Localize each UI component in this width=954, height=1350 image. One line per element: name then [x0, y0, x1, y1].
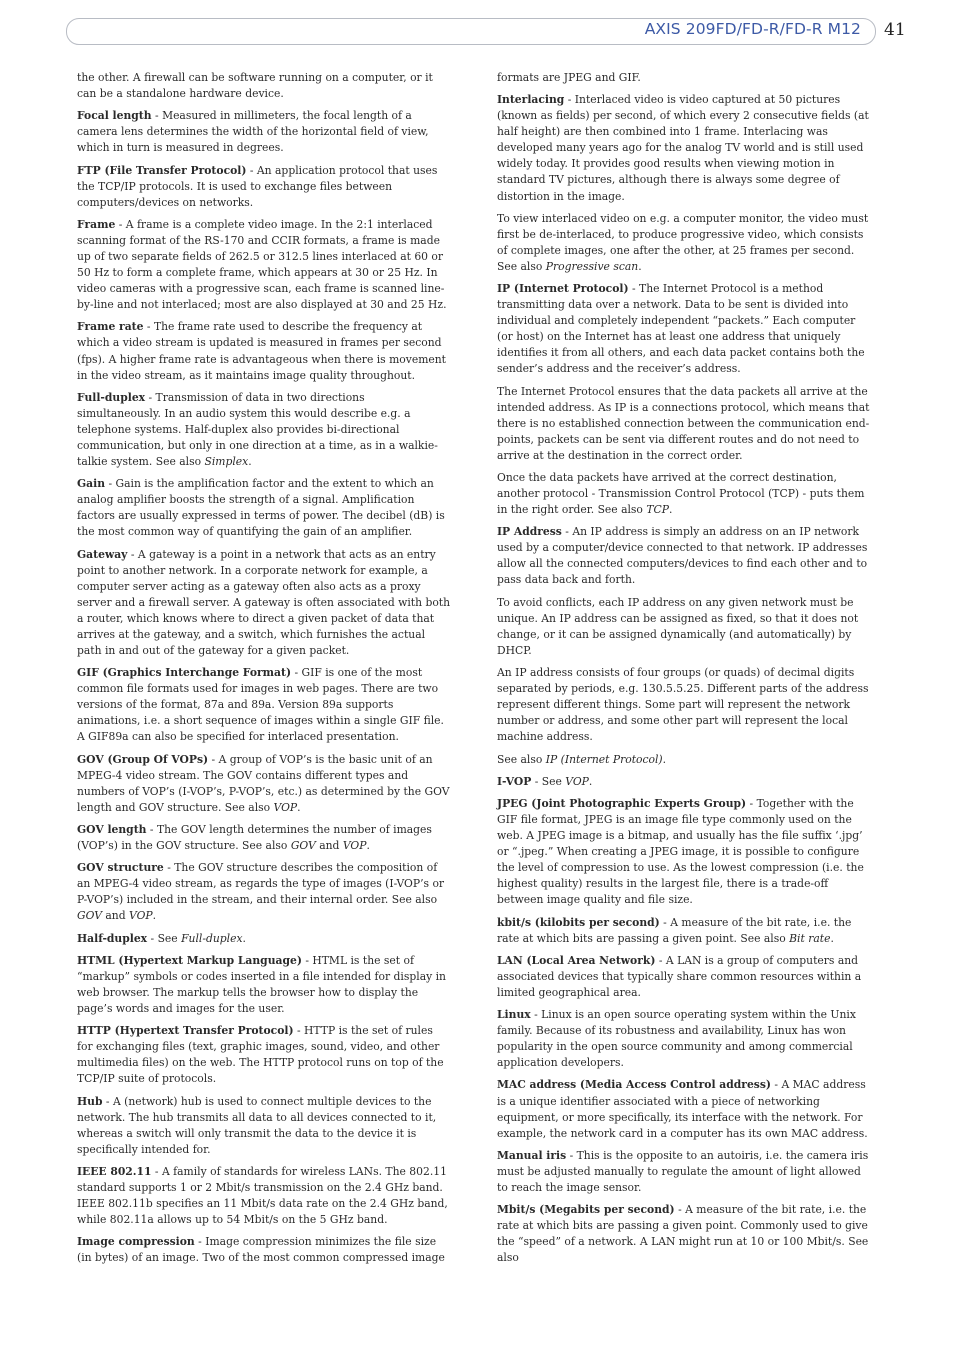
glossary-entry [77, 163, 451, 211]
glossary-entry [77, 931, 451, 947]
glossary-term: Full-duplex [77, 390, 146, 404]
term-separator: - [246, 163, 257, 177]
glossary-definition: Image compression minimizes the file size (in bytes) of an image. Two of the most common compressed image [77, 1235, 445, 1265]
glossary-definition: HTTP is the set of rules for exchanging files (text, graphic images, sound, video, and other multimedia files) on the web. The HTTP protocol runs on top of the TCP/IP suite of protocols. [77, 1024, 444, 1086]
definition-text: . [242, 931, 246, 945]
term-separator: - [659, 915, 671, 929]
term-separator: - [147, 931, 158, 945]
glossary-definition: The Internet Protocol is a method transmitting data over a network. Data to be sent is divided into individual and completely independent “packets.” Each computer (or host) on the Internet has at least one address that uniquely identifies it from all others, and each data packet contains both the sender’s address and the receiver’s address. [497, 282, 865, 376]
glossary-term: FTP (File Transfer Protocol) [77, 163, 247, 177]
glossary-definition: Gain is the amplification factor and the extent to which an analog amplifier boosts the strength of a signal. Amplification factors are usually expressed in terms of power. The decibel (dB) is the most common way of quantifying the gain of an amplifier. [77, 477, 445, 539]
glossary-entry [497, 1148, 871, 1196]
glossary-term: Gateway [77, 547, 128, 561]
glossary-entry [77, 319, 451, 383]
glossary-definition: A group of VOP’s is the basic unit of an MPEG-4 video stream. The GOV contains different types and numbers of VOP’s (I-VOP’s, P-VOP’s, etc.) as determined by the GOV length and GOV structure. See also [77, 752, 450, 814]
glossary-term: Gain [77, 477, 106, 491]
definition-text: . [366, 838, 370, 852]
glossary-entry [77, 953, 451, 1017]
term-separator: - [293, 1024, 305, 1038]
glossary-definition: A family of standards for wireless LANs. The 802.11 standard supports 1 or 2 Mbit/s transmission on the 2.4 GHz band. IEEE 802.11b specifies an 11 Mbit/s data rate on the 2.4 GHz band, while 802.11a allows up to 54 Mbit/s on the 5 GHz band. [77, 1164, 448, 1227]
glossary-entry [497, 665, 871, 745]
term-separator: - [771, 1078, 782, 1092]
definition-text: . [662, 752, 667, 766]
glossary-entry [77, 217, 451, 313]
glossary-definition: To avoid conflicts, each IP address on any given network must be unique. An IP address can be assigned as fixed, so that it does not change, or it can be assigned dynamically (and automatically) by DHCP. [497, 595, 859, 657]
cross-reference: GOV [290, 838, 316, 852]
glossary-definition: A gateway is a point in a network that acts as an entry point to another network. In a corporate network for example, a computer server acting as a gateway often also acts as a proxy server and a firewall server. A gateway is often associated with both a router, which knows where to direct a given packet of data that arrives at the gateway, and a switch, which furnishes the actual path in and out of the gateway for a given packet. [77, 547, 451, 657]
term-separator: - [208, 752, 219, 766]
glossary-definition: Once the data packets have arrived at the correct destination, another protocol - Transmission Control Protocol (TCP) - puts them in the right order. See also [497, 471, 865, 517]
glossary-entry [77, 1234, 451, 1266]
definition-text: . [152, 909, 157, 923]
definition-text: . [830, 931, 834, 945]
glossary-definition: formats are JPEG and GIF. [497, 71, 641, 84]
glossary-entry [77, 108, 451, 156]
glossary-term: Half-duplex [77, 931, 148, 945]
term-separator: - [301, 953, 313, 967]
cross-reference: TCP [646, 503, 669, 517]
glossary-definition: An IP address consists of four groups (or quads) of decimal digits separated by periods, e.g. 130.5.5.25. Different parts of the address represent different things. Some part will represent the network number or address, and some other part will represent the local machine address. [497, 666, 869, 744]
term-separator: - [163, 861, 175, 875]
glossary-entry [497, 1202, 871, 1266]
glossary-definition: See [541, 774, 566, 788]
term-separator: - [530, 1008, 542, 1022]
glossary-definition: The GOV length determines the number of images (VOP’s) in the GOV structure. See also [77, 822, 432, 852]
glossary-entry [497, 796, 871, 908]
definition-text: . [638, 259, 642, 273]
glossary-definition: Measured in millimeters, the focal length of a camera lens determines the width of the horizontal field of view, which in turn is measured in degrees. [77, 109, 429, 155]
glossary-definition: A (network) hub is used to connect multiple devices to the network. The hub transmits all data to all devices connected to it, whereas a switch will only transmit the data to the device it is specifically intended for. [77, 1094, 437, 1156]
glossary-entry [77, 822, 451, 854]
term-separator: - [143, 320, 154, 334]
glossary-definition: HTML is the set of “markup” symbols or codes inserted in a file intended for display in web browser. The markup tells the browser how to display the page’s words and images for the user. [77, 953, 446, 1015]
term-separator: - [105, 477, 116, 491]
term-separator: - [146, 822, 157, 836]
right-column [497, 70, 871, 1273]
glossary-definition: See also [497, 752, 546, 766]
glossary-entry [497, 1007, 871, 1071]
glossary-term: Mbit/s (Megabits per second) [497, 1203, 675, 1217]
glossary-definition: This is the opposite to an autoiris, i.e. the camera iris must be adjusted manually to regulate the amount of light allowed to reach the image sensor. [497, 1148, 869, 1194]
glossary-term: HTML (Hypertext Markup Language) [77, 953, 302, 967]
glossary-entry [77, 860, 451, 924]
glossary-definition: A measure of the bit rate, i.e. the rate at which bits are passing a given point. Commonly used to give the “speed” of a network. A LAN might run at 10 or 100 Mbit/s. See also [497, 1203, 869, 1265]
definition-text: and [101, 909, 130, 923]
glossary-term: Hub [77, 1094, 103, 1108]
glossary-term: IP (Internet Protocol) [497, 282, 629, 296]
glossary-definition: Linux is an open source operating system within the Unix family. Because of its robustness and availability, Linux has won popularity in the open source community and among commercial application developers. [497, 1008, 856, 1070]
term-separator: - [561, 525, 573, 539]
glossary-term: Manual iris [497, 1148, 567, 1162]
glossary-definition: GIF is one of the most common file formats used for images in web pages. There are two versions of the format, 87a and 89a. Version 89a supports animations, i.e. a short sequence of images within a single GIF file. A GIF89a can also be specified for interlaced presentation. [77, 666, 444, 744]
glossary-term: Interlacing [497, 93, 565, 107]
glossary-definition: See [157, 931, 182, 945]
cross-reference: VOP [273, 800, 298, 814]
glossary-definition: Transmission of data in two directions simultaneously. In an audio system this would describe e.g. a telephone systems. Half-duplex also provides bi-directional communication, but only in one direction at a time, as in a walkie-talkie system. See also [77, 390, 438, 468]
term-separator: - [655, 953, 666, 967]
glossary-term: GIF (Graphics Interchange Format) [77, 666, 292, 680]
cross-reference: Bit rate [789, 931, 831, 945]
glossary-entry [77, 390, 451, 470]
glossary-entry [497, 92, 871, 204]
term-separator: - [746, 796, 757, 810]
glossary-definition: A LAN is a group of computers and associated devices that typically share common resources within a limited geographical area. [497, 953, 862, 999]
running-header [66, 18, 876, 45]
glossary-entry [77, 1023, 451, 1087]
glossary-term: LAN (Local Area Network) [497, 953, 656, 967]
glossary-definition: An application protocol that uses the TCP/IP protocols. It is used to exchange files between computers/devices on networks. [77, 163, 438, 209]
cross-reference: Full-duplex [181, 931, 243, 945]
glossary-definition: the other. A firewall can be software running on a computer, or it can be a standalone hardware device. [77, 71, 433, 101]
term-separator: - [127, 547, 138, 561]
glossary-entry [77, 752, 451, 816]
glossary-entry [77, 1164, 451, 1228]
glossary-entry [77, 547, 451, 659]
glossary-entry [77, 70, 451, 102]
glossary-entry [77, 476, 451, 540]
cross-reference: VOP [342, 838, 367, 852]
cross-reference: VOP [565, 774, 589, 788]
glossary-definition: An IP address is simply an address on an IP network used by a computer/device connected to that network. IP addresses allow all the connected computers/devices to find each other and to pass data back and forth. [497, 525, 868, 587]
glossary-definition: The Internet Protocol ensures that the data packets all arrive at the intended address. As IP is a connections protocol, which means that there is no established connection between the communication end-points, packets can be sent via different routes and do not need to arrive at the destination in the correct order. [497, 384, 870, 462]
term-separator: - [102, 1094, 113, 1108]
term-separator: - [115, 217, 126, 231]
glossary-term: IP Address [497, 525, 562, 539]
glossary-definition: The GOV structure describes the composition of an MPEG-4 video stream, as regards the type of images (I-VOP’s or P-VOP’s) included in the stream, and their internal order. See also [77, 861, 445, 907]
glossary-entry [497, 774, 871, 790]
definition-text: . [297, 800, 301, 814]
term-separator: - [151, 109, 163, 123]
definition-text: and [315, 838, 343, 852]
cross-reference: Simplex [204, 454, 249, 468]
glossary-term: I-VOP [497, 774, 532, 788]
cross-reference: VOP [129, 909, 153, 923]
glossary-definition: A MAC address is a unique identifier associated with a piece of networking equipment, or more specifically, its interface with the network. For example, the network card in a computer has its own MAC address. [497, 1078, 868, 1140]
glossary-entry [497, 70, 871, 86]
term-separator: - [674, 1203, 686, 1217]
glossary-definition: A measure of the bit rate, i.e. the rate at which bits are passing a given point. See also [497, 915, 852, 945]
page-number: 41 [884, 20, 906, 40]
glossary-entry [497, 1077, 871, 1141]
glossary-term: Frame [77, 217, 116, 231]
glossary-term: GOV length [77, 822, 147, 836]
glossary-definition: Together with the GIF file format, JPEG is an image file type commonly used on the web. A JPEG image is a bitmap, and usually has the file suffix ‘.jpg’ or “.jpeg.” When creating a JPEG image, it is possible to configure the level of compression to use. As the lowest compression (i.e. the highest quality) results in the largest file, there is a trade-off between image quality and file size. [497, 796, 864, 907]
glossary-entry [497, 915, 871, 947]
glossary-term: JPEG (Joint Photographic Experts Group) [497, 796, 747, 810]
glossary-entry [77, 1094, 451, 1158]
cross-reference: IP (Internet Protocol) [545, 752, 663, 766]
definition-text: . [248, 454, 252, 468]
glossary-entry [497, 595, 871, 659]
glossary-entry [497, 953, 871, 1001]
glossary-entry [497, 211, 871, 275]
glossary-entry [497, 281, 871, 377]
glossary-term: Linux [497, 1008, 531, 1022]
glossary-term: Image compression [77, 1235, 195, 1249]
glossary-term: GOV structure [77, 861, 164, 875]
cross-reference: Progressive scan [545, 259, 639, 273]
glossary-term: Focal length [77, 109, 152, 123]
glossary-definition: Interlaced video is video captured at 50 pictures (known as fields) per second, of which every 2 consecutive fields (at half height) are then combined into 1 frame. Interlacing was developed many years ago for the analog TV world and is still used widely today. It provides good results when viewing motion in standard TV pictures, although there is always some degree of distortion in the image. [497, 93, 869, 203]
term-separator: - [145, 390, 156, 404]
term-separator: - [628, 282, 640, 296]
term-separator: - [291, 666, 302, 680]
term-separator: - [564, 93, 575, 107]
header-title: AXIS 209FD/FD-R/FD-R M12 [644, 20, 861, 38]
glossary-entry [497, 752, 871, 768]
glossary-term: HTTP (Hypertext Transfer Protocol) [77, 1024, 294, 1038]
glossary-definition: The frame rate used to describe the frequency at which a video stream is updated is measured in frames per second (fps). A higher frame rate is advantageous when there is movement in the video stream, as it maintains image quality throughout. [77, 320, 447, 382]
term-separator: - [151, 1164, 162, 1178]
left-column [77, 70, 451, 1273]
glossary-term: GOV (Group Of VOPs) [77, 752, 209, 766]
glossary-definition: A frame is a complete video image. In the 2:1 interlaced scanning format of the RS-170 and CCIR formats, a frame is made up of two separate fields of 262.5 or 312.5 lines interlaced at 60 or 50 Hz to form a complete frame, which appears at 30 or 25 Hz. In video cameras with a progressive scan, each frame is scanned line-by-line and not interlaced; most are also displayed at 30 and 25 Hz. [77, 217, 447, 312]
glossary-entry [497, 470, 871, 518]
glossary-definition: To view interlaced video on e.g. a computer monitor, the video must first be de-interlaced, to produce progressive video, which consists of complete images, one after the other, at 25 frames per second. See also [497, 211, 869, 273]
definition-text: . [588, 774, 593, 788]
glossary-entry [497, 524, 871, 588]
glossary-term: Frame rate [77, 320, 144, 334]
term-separator: - [194, 1235, 206, 1249]
term-separator: - [531, 774, 542, 788]
glossary-term: MAC address (Media Access Control address) [497, 1078, 771, 1092]
cross-reference: GOV [77, 909, 102, 923]
term-separator: - [566, 1148, 577, 1162]
glossary-entry [497, 384, 871, 464]
glossary-entry [77, 665, 451, 745]
glossary-term: IEEE 802.11 [77, 1164, 152, 1178]
definition-text: . [668, 503, 673, 517]
glossary-term: kbit/s (kilobits per second) [497, 915, 660, 929]
